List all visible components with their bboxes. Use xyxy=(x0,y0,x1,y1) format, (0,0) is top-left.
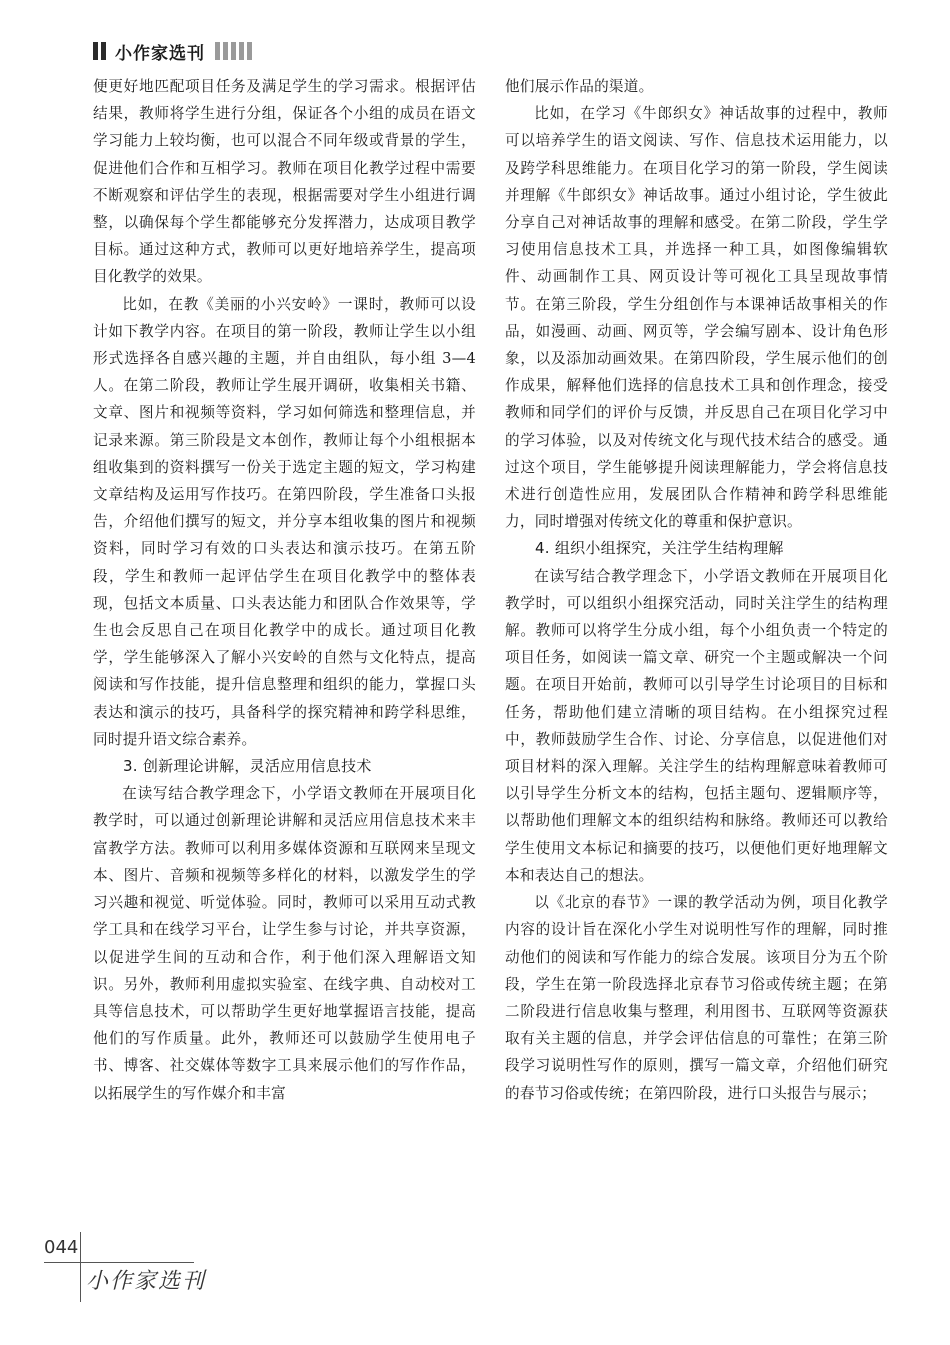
footer-divider xyxy=(80,1232,81,1302)
header-bar-mark xyxy=(215,42,220,60)
page-number: 044 xyxy=(44,1237,79,1258)
left-column xyxy=(93,73,476,1107)
header-bar-mark xyxy=(247,42,252,60)
journal-title: 小作家选刊 xyxy=(115,43,205,64)
page-header xyxy=(93,38,255,64)
paragraph: 便更好地匹配项目任务及满足学生的学习需求。根据评估结果，教师将学生进行分组，保证各个小组的成员在语文学习能力上较均衡，也可以混合不同年级或背景的学生，促进他们合作和互相学习。教师在项目化教学过程中需要不断观察和评估学生的表现，根据需要对学生小组进行调整，以确保每个学生都能够充分发挥潜力，达成项目教学目标。通过这种方式，教师可以更好地培养学生，提高项目化教学的效果。 xyxy=(93,78,476,286)
footer-divider xyxy=(44,1262,194,1263)
footer-logo: 小作家选刊 xyxy=(86,1269,207,1294)
section-heading: 4. 组织小组探究，关注学生结构理解 xyxy=(535,539,784,558)
header-bar-mark xyxy=(223,42,228,60)
right-column xyxy=(505,73,888,1107)
header-bar-mark xyxy=(101,42,106,60)
section-heading: 3. 创新理论讲解，灵活应用信息技术 xyxy=(123,757,372,776)
paragraph: 比如，在学习《牛郎织女》神话故事的过程中，教师可以培养学生的语文阅读、写作、信息技术运用能力，以及跨学科思维能力。在项目化学习的第一阶段，学生阅读并理解《牛郎织女》神话故事。通过小组讨论，学生彼此分享自己对神话故事的理解和感受。在第二阶段，学生学习使用信息技术工具，并选择一种工具，如图像编辑软件、动画制作工具、网页设计等可视化工具呈现故事情节。在第三阶段，学生分组创作与本课神话故事相关的作品，如漫画、动画、网页等，学会编写剧本、设计角色形象，以及添加动画效果。在第四阶段，学生展示他们的创作成果，解释他们选择的信息技术工具和创作理念，接受教师和同学们的评价与反馈，并反思自己在项目化学习中的学习体验，以及对传统文化与现代技术结合的感受。通过这个项目，学生能够提升阅读理解能力，学会将信息技术进行创造性应用，发展团队合作精神和跨学科思维能力，同时增强对传统文化的尊重和保护意识。 xyxy=(505,105,888,531)
header-bar-mark xyxy=(239,42,244,60)
header-bar-mark xyxy=(231,42,236,60)
header-bar-mark xyxy=(93,42,98,60)
paragraph: 比如，在教《美丽的小兴安岭》一课时，教师可以设计如下教学内容。在项目的第一阶段，教师让学生以小组形式选择各自感兴趣的主题，并自由组队，每小组 3—4 人。在第二阶段，教师让学生展开调研，收集相关书籍、文章、图片和视频等资料，学习如何筛选和整理信息，并记录来源。第三阶段是文本创作，教师让每个小组根据本组收集到的资料撰写一份关于选定主题的短文，学习构建文章结构及运用写作技巧。在第四阶段，学生准备口头报告，介绍他们撰写的短文，并分享本组收集的图片和视频资料，同时学习有效的口头表达和演示技巧。在第五阶段，学生和教师一起评估学生在项目化教学中的整体表现，包括文本质量、口头表达能力和团队合作效果等，学生也会反思自己在项目化教学中的成长。通过项目化教学，学生能够深入了解小兴安岭的自然与文化特点，提高阅读和写作技能，提升信息整理和组织的能力，掌握口头表达和演示的技巧，具备科学的探究精神和跨学科思维，同时提升语文综合素养。 xyxy=(93,295,476,748)
paragraph: 他们展示作品的渠道。 xyxy=(505,78,654,95)
paragraph: 在读写结合教学理念下，小学语文教师在开展项目化教学时，可以组织小组探究活动，同时关注学生的结构理解。教师可以将学生分成小组，每个小组负责一个特定的项目任务，如阅读一篇文章、研究一个主题或解决一个问题。在项目开始前，教师可以引导学生讨论项目的目标和任务，帮助他们建立清晰的项目结构。在小组探究过程中，教师鼓励学生合作、讨论、分享信息，以促进他们对项目材料的深入理解。关注学生的结构理解意味着教师可以引导学生分析文本的结构，包括主题句、逻辑顺序等，以帮助他们理解文本的组织结构和脉络。教师还可以教给学生使用文本标记和摘要的技巧，以便他们更好地理解文本和表达自己的想法。 xyxy=(505,567,888,884)
paragraph: 在读写结合教学理念下，小学语文教师在开展项目化教学时，可以通过创新理论讲解和灵活应用信息技术来丰富教学方法。教师可以利用多媒体资源和互联网来呈现文本、图片、音频和视频等多样化的材料，以激发学生的学习兴趣和视觉、听觉体验。同时，教师可以采用互动式教学工具和在线学习平台，让学生参与讨论，并共享资源，以促进学生间的互动和合作，利于他们深入理解语文知识。另外，教师利用虚拟实验室、在线字典、自动校对工具等信息技术，可以帮助学生更好地掌握语言技能，提高他们的写作质量。此外，教师还可以鼓励学生使用电子书、博客、社交媒体等数字工具来展示他们的写作作品，以拓展学生的写作媒介和丰富 xyxy=(93,785,476,1102)
paragraph: 以《北京的春节》一课的教学活动为例，项目化教学内容的设计旨在深化小学生对说明性写作的理解，同时推动他们的阅读和写作能力的综合发展。该项目分为五个阶段，学生在第一阶段选择北京春节习俗或传统主题；在第二阶段进行信息收集与整理，利用图书、互联网等资源获取有关主题的信息，并学会评估信息的可靠性；在第三阶段学习说明性写作的原则，撰写一篇文章，介绍他们研究的春节习俗或传统；在第四阶段，进行口头报告与展示； xyxy=(505,894,888,1102)
